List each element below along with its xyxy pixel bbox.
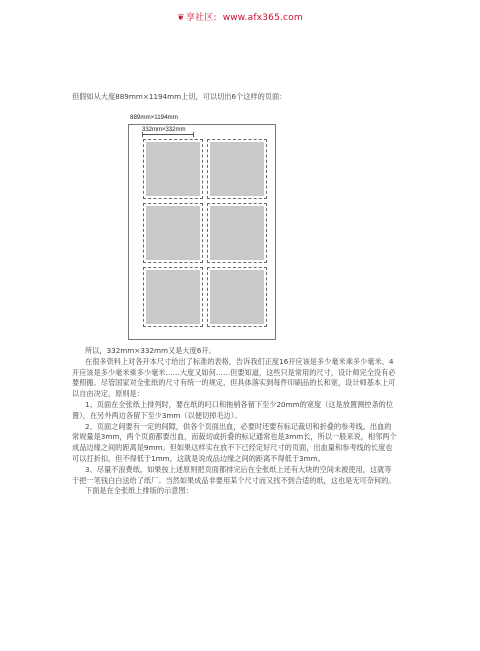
paragraph: 2、页面之间要有一定的间隙，供各个页面出血，必要时还要有标记裁切和折叠的参考线。出血的常规量是3mm，两个页面都要出血，而裁切或折叠的标记通常也是3mm长，所以一般来说，相邻两个成品边缘之间的距离是9mm。但如果这样实在放不下已经定好尺寸的页面，出血量和参考线的长度也可以打折扣，但不得低于1mm，这就是说成品边缘之间的距离不得低于3mm。	[72, 421, 397, 463]
site-watermark	[0, 10, 480, 23]
sheet-size-label: 889mm×1194mm	[130, 114, 178, 121]
page-cell	[207, 267, 267, 327]
article-body	[72, 346, 397, 497]
page-fill	[146, 206, 200, 260]
page-fill	[210, 206, 264, 260]
page-cell	[143, 203, 203, 263]
page-cell	[143, 139, 203, 199]
page-size-dimension-line	[142, 134, 194, 135]
paragraph: 3、尽量不浪费纸。如果按上述原则把页面都排完后在全张纸上还有大块的空间未被使用，这就等于把一笔钱白白送给了纸厂。当然如果成品非要用某个尺寸而又找不到合适的纸，这也是无可奈何的。	[72, 464, 396, 485]
page-cell	[143, 267, 203, 327]
site-name: 享社区:	[185, 13, 217, 23]
site-url[interactable]: www.afx365.com	[222, 13, 303, 23]
paragraph: 1、页面在全张纸上排列时，要在纸的叼口和拖梢各留下至少20mm的宽度（这是放置测控条的位置），在另外两边各留下至少3mm（以便切掉毛边）。	[72, 399, 394, 420]
page-cell	[207, 203, 267, 263]
page-fill	[146, 270, 200, 324]
imposition-figure	[128, 114, 278, 342]
page-fill	[146, 142, 200, 196]
intro-text: 但假如从大度889mm×1194mm上切，可以切出6个这样的页面：	[72, 92, 287, 101]
site-logo-icon: ❦	[177, 13, 185, 23]
paragraph: 所以，332mm×332mm又是大度6开。	[85, 346, 216, 355]
paragraph: 下面是在全张纸上排版的示意图：	[85, 486, 193, 496]
page-cell	[207, 139, 267, 199]
page-fill	[210, 142, 264, 196]
paragraph: 在很多资料上对各开本尺寸给出了标准的表格，告诉我们正度16开应该是多少毫米乘多少毫米、4开应该是多少毫米乘多少毫米……大度又如何……但要知道，这些只是常用的尺寸，设计师完全没有必要照搬。尽管国家对全张纸的尺寸有统一的规定，但具体落实到每件印刷品的长和宽，设计师基本上可以自由决定，原则是：	[72, 356, 396, 399]
page-fill	[210, 270, 264, 324]
full-sheet	[128, 124, 276, 340]
page-size-label: 332mm×332mm	[142, 127, 186, 133]
